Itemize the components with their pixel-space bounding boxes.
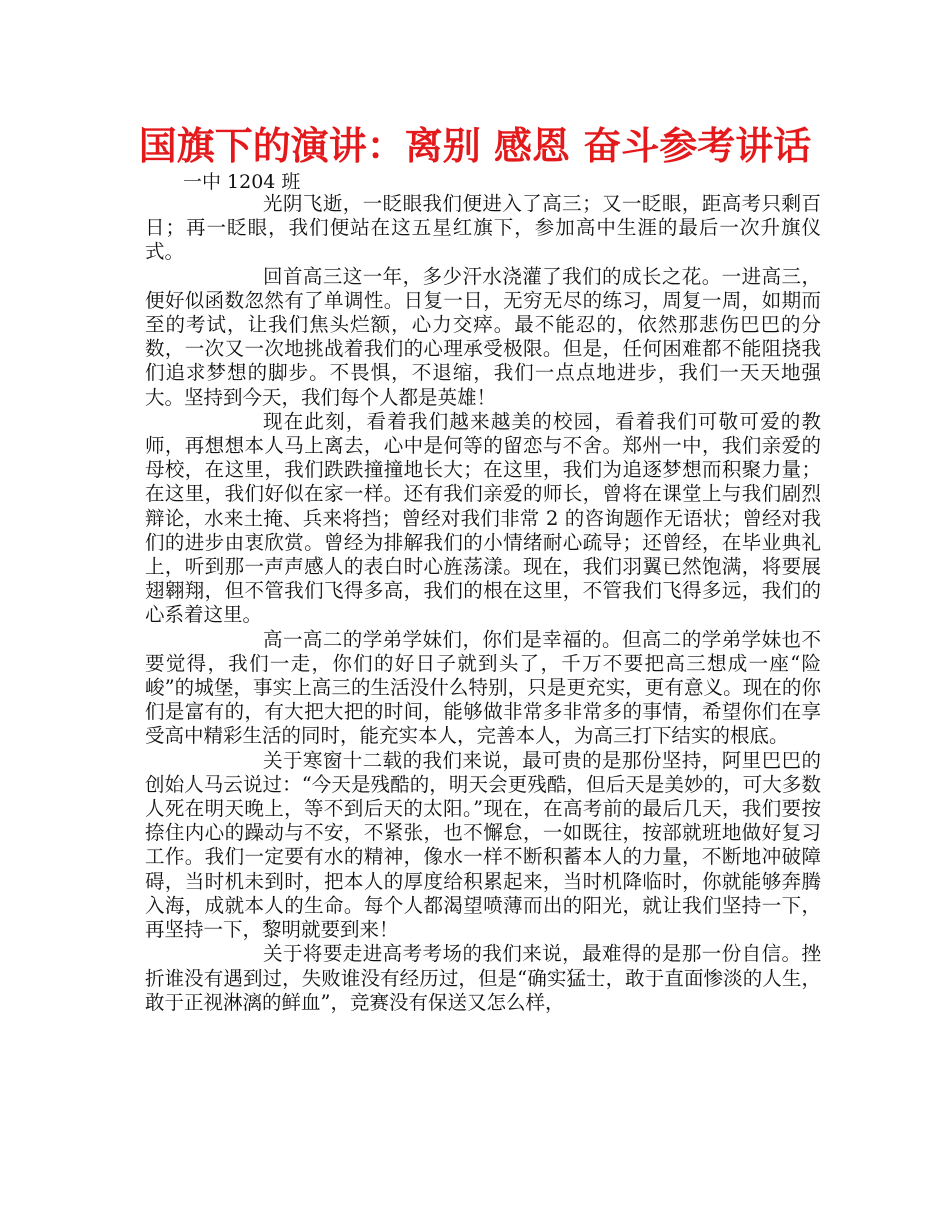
document-title: 国旗下的演讲：离别 感恩 奋斗参考讲话: [138, 124, 812, 168]
speech-body: [145, 192, 821, 1015]
class-byline: 一中 1204 班: [183, 171, 301, 193]
paragraph: 高一高二的学弟学妹们，你们是幸福的。但高二的学弟学妹也不要觉得，我们一走，你们的好日子就到头了，千万不要把高三想成一座“险峻”的城堡，事实上高三的生活没什么特别，只是更充实，更有意义。现在的你们是富有的，有大把大把的时间，能够做非常多非常多的事情，希望你们在享受高中精彩生活的同时，能充实本人，完善本人，为高三打下结实的根底。: [145, 627, 821, 748]
paragraph: 关于将要走进高考考场的我们来说，最难得的是那一份自信。挫折谁没有遇到过，失败谁没有经历过，但是“确实猛士，敢于直面惨淡的人生，敢于正视淋漓的鲜血”，竞赛没有保送又怎么样，: [145, 942, 821, 1014]
paragraph: 光阴飞逝，一眨眼我们便进入了高三；又一眨眼，距高考只剩百日；再一眨眼，我们便站在这五星红旗下，参加高中生涯的最后一次升旗仪式。: [145, 192, 821, 264]
paragraph: 关于寒窗十二载的我们来说，最可贵的是那份坚持，阿里巴巴的创始人马云说过：“今天是残酷的，明天会更残酷，但后天是美妙的，可大多数人死在明天晚上，等不到后天的太阳。”现在，在高考前的最后几天，我们要按捺住内心的躁动与不安，不紧张，也不懈怠，一如既往，按部就班地做好复习工作。我们一定要有水的精神，像水一样不断积蓄本人的力量，不断地冲破障碍，当时机未到时，把本人的厚度给积累起来，当时机降临时，你就能够奔腾入海，成就本人的生命。每个人都渴望喷薄而出的阳光，就让我们坚持一下，再坚持一下，黎明就要到来！: [145, 748, 821, 942]
paragraph: 回首高三这一年，多少汗水浇灌了我们的成长之花。一进高三，便好似函数忽然有了单调性。日复一日，无穷无尽的练习，周复一周，如期而至的考试，让我们焦头烂额，心力交瘁。最不能忍的，依然那悲伤巴巴的分数，一次又一次地挑战着我们的心理承受极限。但是，任何困难都不能阻挠我们追求梦想的脚步。不畏惧，不退缩，我们一点点地进步，我们一天天地强大。坚持到今天，我们每个人都是英雄！: [145, 264, 821, 409]
paragraph: 现在此刻，看着我们越来越美的校园，看着我们可敬可爱的教师，再想想本人马上离去，心中是何等的留恋与不舍。郑州一中，我们亲爱的母校，在这里，我们跌跌撞撞地长大；在这里，我们为追逐梦想而积聚力量；在这里，我们好似在家一样。还有我们亲爱的师长，曾将在课堂上与我们剧烈辩论，水来土掩、兵来将挡；曾经对我们非常 2 的咨询题作无语状；曾经对我们的进步由衷欣赏。曾经为排解我们的小情绪耐心疏导；还曾经，在毕业典礼上，听到那一声声感人的表白时心旌荡漾。现在，我们羽翼已然饱满，将要展翅翱翔，但不管我们飞得多高，我们的根在这里，不管我们飞得多远，我们的心系着这里。: [145, 409, 821, 627]
